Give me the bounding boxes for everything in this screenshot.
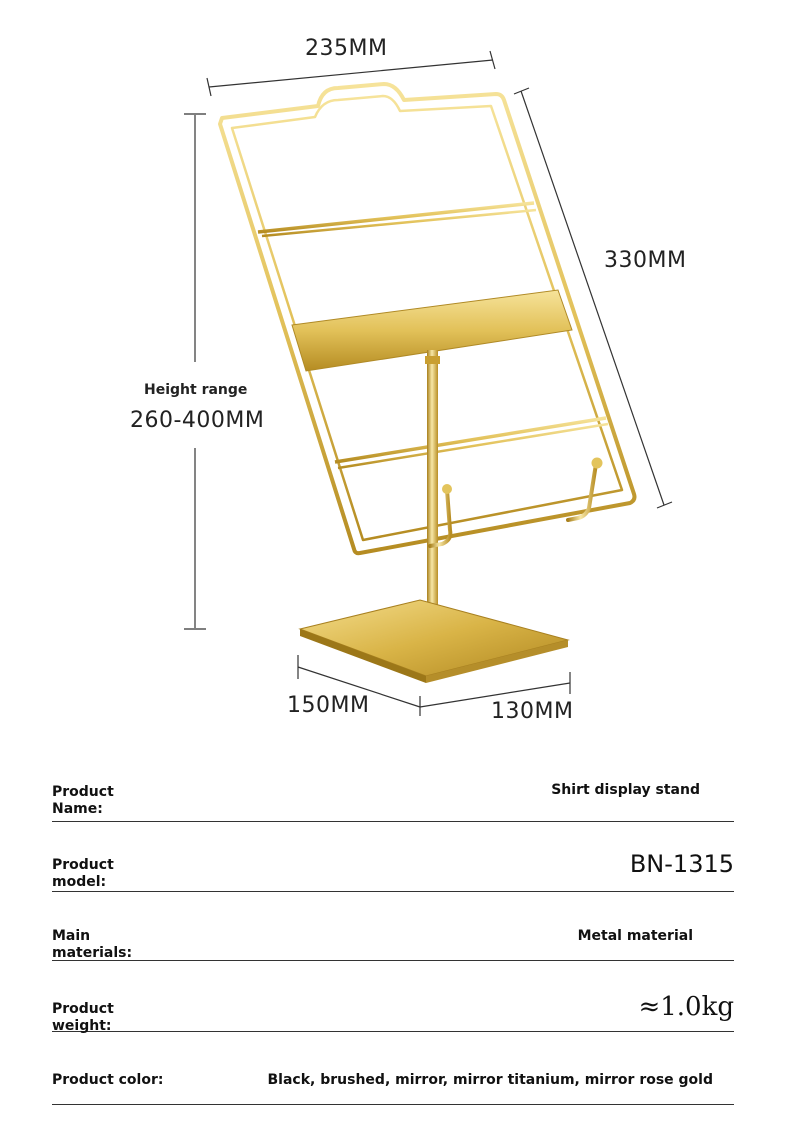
- hook-ball-right: [592, 458, 603, 469]
- spec-value: Shirt display stand: [551, 782, 700, 798]
- width-dimension-label: 235MM: [305, 36, 388, 61]
- hook-ball-left: [442, 484, 452, 494]
- spec-label: Product color:: [52, 1072, 164, 1088]
- spec-value: BN-1315: [629, 850, 734, 878]
- base-left-dimension-label: 150MM: [287, 693, 370, 718]
- spec-row-product-name: [52, 776, 734, 822]
- stand-pole: [427, 350, 438, 640]
- spec-label: Product weight:: [52, 1001, 114, 1034]
- square-base: [300, 600, 568, 676]
- spec-value: Metal material: [577, 928, 693, 944]
- spec-label: Product Name:: [52, 784, 114, 817]
- height-range-caption: Height range: [144, 382, 248, 398]
- base-right-dimension-label: 130MM: [491, 699, 574, 724]
- spec-row-product-model: [52, 846, 734, 892]
- spec-row-main-materials: [52, 918, 734, 961]
- spec-value: ≈1.0kg: [638, 992, 734, 1022]
- spec-row-product-color: [52, 1066, 734, 1105]
- pole-collar: [425, 356, 440, 364]
- depth-dimension-label: 330MM: [604, 248, 687, 273]
- spec-label: Product model:: [52, 857, 114, 890]
- spec-label: Main materials:: [52, 928, 133, 961]
- height-dimension-label: 260-400MM: [130, 408, 265, 433]
- spec-row-product-weight: [52, 988, 734, 1032]
- spec-value: Black, brushed, mirror, mirror titanium, mirror rose gold: [267, 1072, 713, 1088]
